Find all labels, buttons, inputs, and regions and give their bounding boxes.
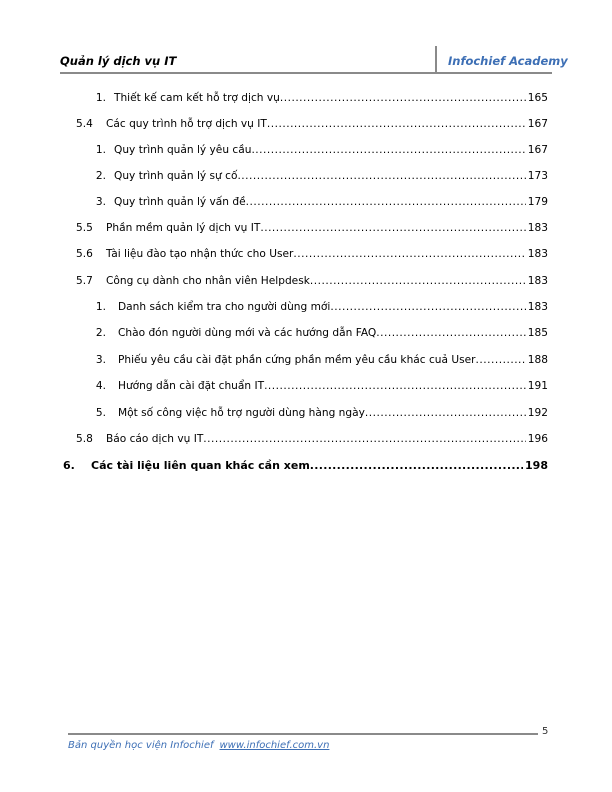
toc-page: 183 [527,301,548,313]
toc-title: Phiếu yêu cầu cài đặt phần cứng phần mềm yêu cầu khác cuả User [118,354,476,366]
toc-number: 2. [95,327,106,339]
toc-entry[interactable] [92,325,548,341]
toc-entry[interactable] [76,220,548,236]
toc-entry-chapter[interactable] [63,458,548,474]
footer-rule [68,733,538,735]
toc-leader-dots [251,142,525,158]
toc-page: 167 [527,118,548,130]
toc-entry[interactable] [92,194,548,210]
toc-number: 3. [95,354,106,366]
toc-entry[interactable] [92,378,548,394]
toc-leader-dots [246,194,526,210]
copyright-text: Bản quyền học viện Infochief [68,740,214,751]
toc-page: 173 [527,170,548,182]
toc-title: Tài liệu đào tạo nhận thức cho User [106,248,294,260]
toc-page: 191 [527,380,548,392]
toc-leader-dots [310,458,523,474]
toc-entry[interactable] [92,405,548,421]
toc-entry[interactable] [92,142,548,158]
header-divider [435,46,437,74]
toc-entry[interactable] [76,431,548,447]
toc-title: Hướng dẫn cài đặt chuẩn IT [118,380,265,392]
toc-entry[interactable] [76,246,548,262]
toc-entry[interactable] [92,299,548,315]
toc-page: 179 [527,196,548,208]
toc-number: 1. [95,92,106,104]
toc-title: Báo cáo dịch vụ IT [106,433,204,445]
toc-leader-dots [376,325,526,341]
toc-leader-dots [365,405,526,421]
toc-title: Các tài liệu liên quan khác cần xem [91,459,310,472]
toc-page: 183 [527,275,548,287]
toc-entry[interactable] [92,352,548,368]
toc-entry[interactable] [76,116,548,132]
toc-number: 1. [95,301,106,313]
toc-page: 167 [527,144,548,156]
toc-page: 185 [527,327,548,339]
toc-leader-dots [237,168,525,184]
toc-number: 5.7 [76,275,93,287]
toc-number: 5. [95,407,106,419]
toc-page: 165 [527,92,548,104]
toc-number: 2. [95,170,106,182]
document-title: Quản lý dịch vụ IT [60,54,177,68]
toc-leader-dots [293,246,525,262]
toc-leader-dots [476,352,526,368]
toc-title: Danh sách kiểm tra cho người dùng mới [118,301,331,313]
toc-number: 1. [95,144,106,156]
header-rule [60,72,552,74]
toc-leader-dots [260,220,525,236]
toc-entry[interactable] [92,168,548,184]
toc-leader-dots [280,90,526,106]
toc-leader-dots [330,299,525,315]
toc-number: 6. [63,459,75,472]
toc-number: 4. [95,380,106,392]
footer-copyright [68,740,329,751]
toc-title: Một số công việc hỗ trợ người dùng hàng ngày [118,407,365,419]
toc-number: 5.8 [76,433,93,445]
toc-leader-dots [203,431,525,447]
toc-entry[interactable] [76,273,548,289]
toc-page: 183 [527,248,548,260]
toc-leader-dots [267,116,526,132]
toc-title: Các quy trình hỗ trợ dịch vụ IT [106,118,267,130]
toc-number: 3. [95,196,106,208]
toc-page: 192 [527,407,548,419]
toc-title: Quy trình quản lý yêu cầu [114,144,252,156]
toc-title: Quy trình quản lý vấn đề [114,196,246,208]
toc-number: 5.6 [76,248,93,260]
toc-number: 5.5 [76,222,93,234]
toc-page: 188 [527,354,548,366]
toc-page: 196 [527,433,548,445]
toc-title: Phần mềm quản lý dịch vụ IT [106,222,261,234]
toc-leader-dots [310,273,526,289]
brand-name: Infochief Academy [448,54,568,68]
toc-leader-dots [264,378,526,394]
toc-title: Công cụ dành cho nhân viên Helpdesk [106,275,310,287]
page-number: 5 [542,726,549,737]
toc-number: 5.4 [76,118,93,130]
toc-page: 183 [527,222,548,234]
toc-title: Chào đón người dùng mới và các hướng dẫn FAQ [118,327,377,339]
toc-title: Quy trình quản lý sự cố [114,170,238,182]
website-link[interactable]: www.infochief.com.vn [219,740,330,751]
toc-page: 198 [525,459,548,472]
toc-title: Thiết kế cam kết hỗ trợ dịch vụ [114,92,280,104]
toc-entry[interactable] [92,90,548,106]
